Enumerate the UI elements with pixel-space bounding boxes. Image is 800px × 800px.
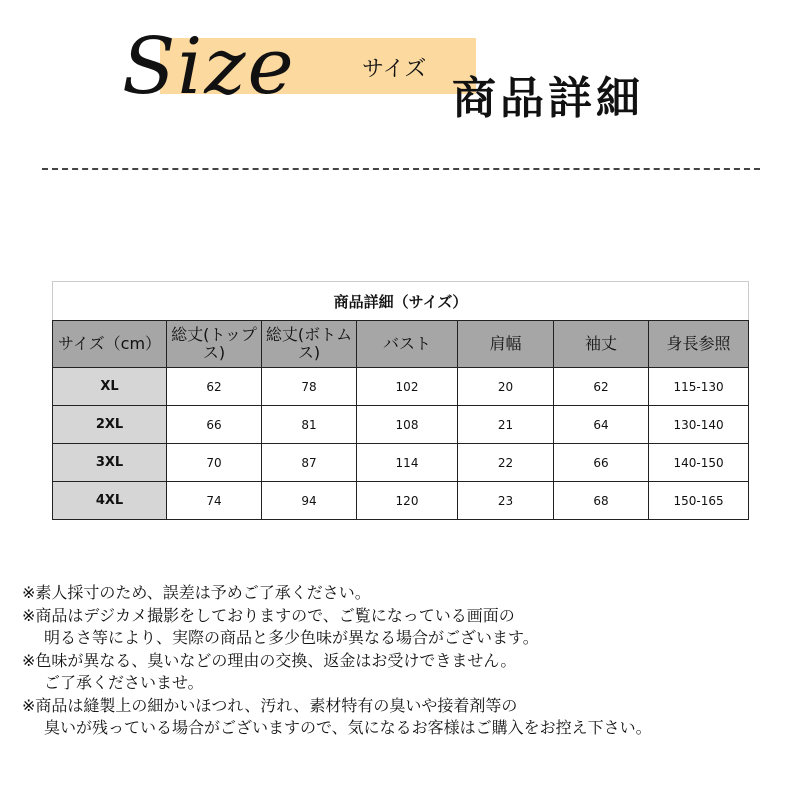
table-cell: 22 — [458, 444, 554, 482]
size-kana-label: サイズ — [362, 57, 427, 82]
size-table-container — [52, 281, 748, 520]
column-header-size: サイズ（cm） — [53, 321, 167, 368]
table-cell: 70 — [167, 444, 262, 482]
notes-block — [22, 582, 792, 740]
page-title: 商品詳細 — [452, 73, 644, 124]
table-cell: 66 — [167, 406, 262, 444]
table-header-row — [53, 321, 749, 368]
table-cell: 102 — [357, 368, 458, 406]
note-line: 明るさ等により、実際の商品と多少色味が異なる場合がございます。 — [44, 628, 539, 647]
table-cell-size: 3XL — [53, 444, 167, 482]
note-line: ご了承くださいませ。 — [44, 673, 204, 692]
table-cell: 62 — [554, 368, 649, 406]
table-cell: 115-130 — [649, 368, 749, 406]
column-header-length-bottoms: 総丈(ボトムス) — [262, 321, 357, 368]
table-caption-row — [53, 282, 749, 321]
note-line: ※色味が異なる、臭いなどの理由の交換、返金はお受けできません。 — [22, 650, 517, 670]
table-caption: 商品詳細（サイズ） — [53, 282, 749, 321]
column-header-shoulder: 肩幅 — [458, 321, 554, 368]
table-cell: 62 — [167, 368, 262, 406]
size-table — [52, 281, 749, 520]
note-line: 臭いが残っている場合がございますので、気になるお客様はご購入をお控え下さい。 — [44, 718, 652, 737]
table-cell-size: XL — [53, 368, 167, 406]
table-cell: 66 — [554, 444, 649, 482]
dashed-divider — [42, 168, 760, 170]
table-cell: 20 — [458, 368, 554, 406]
table-row — [53, 482, 749, 520]
table-cell: 130-140 — [649, 406, 749, 444]
table-cell: 150-165 — [649, 482, 749, 520]
table-cell: 68 — [554, 482, 649, 520]
table-row — [53, 444, 749, 482]
table-cell: 64 — [554, 406, 649, 444]
table-cell: 108 — [357, 406, 458, 444]
table-cell: 78 — [262, 368, 357, 406]
table-cell: 23 — [458, 482, 554, 520]
column-header-height: 身長参照 — [649, 321, 749, 368]
table-cell: 94 — [262, 482, 357, 520]
table-cell-size: 2XL — [53, 406, 167, 444]
table-row — [53, 406, 749, 444]
column-header-length-tops: 総丈(トップス) — [167, 321, 262, 368]
table-cell: 114 — [357, 444, 458, 482]
table-cell: 21 — [458, 406, 554, 444]
note-line: ※商品はデジカメ撮影をしておりますので、ご覧になっている画面の — [22, 605, 515, 625]
table-cell-size: 4XL — [53, 482, 167, 520]
column-header-bust: バスト — [357, 321, 458, 368]
table-cell: 74 — [167, 482, 262, 520]
size-script-title: Size — [122, 22, 296, 112]
table-cell: 140-150 — [649, 444, 749, 482]
note-line: ※素人採寸のため、誤差は予めご了承ください。 — [22, 583, 371, 602]
note-line: ※商品は縫製上の細かいほつれ、汚れ、素材特有の臭いや接着剤等の — [22, 695, 518, 715]
table-cell: 81 — [262, 406, 357, 444]
column-header-sleeve: 袖丈 — [554, 321, 649, 368]
table-cell: 87 — [262, 444, 357, 482]
table-row — [53, 368, 749, 406]
table-cell: 120 — [357, 482, 458, 520]
